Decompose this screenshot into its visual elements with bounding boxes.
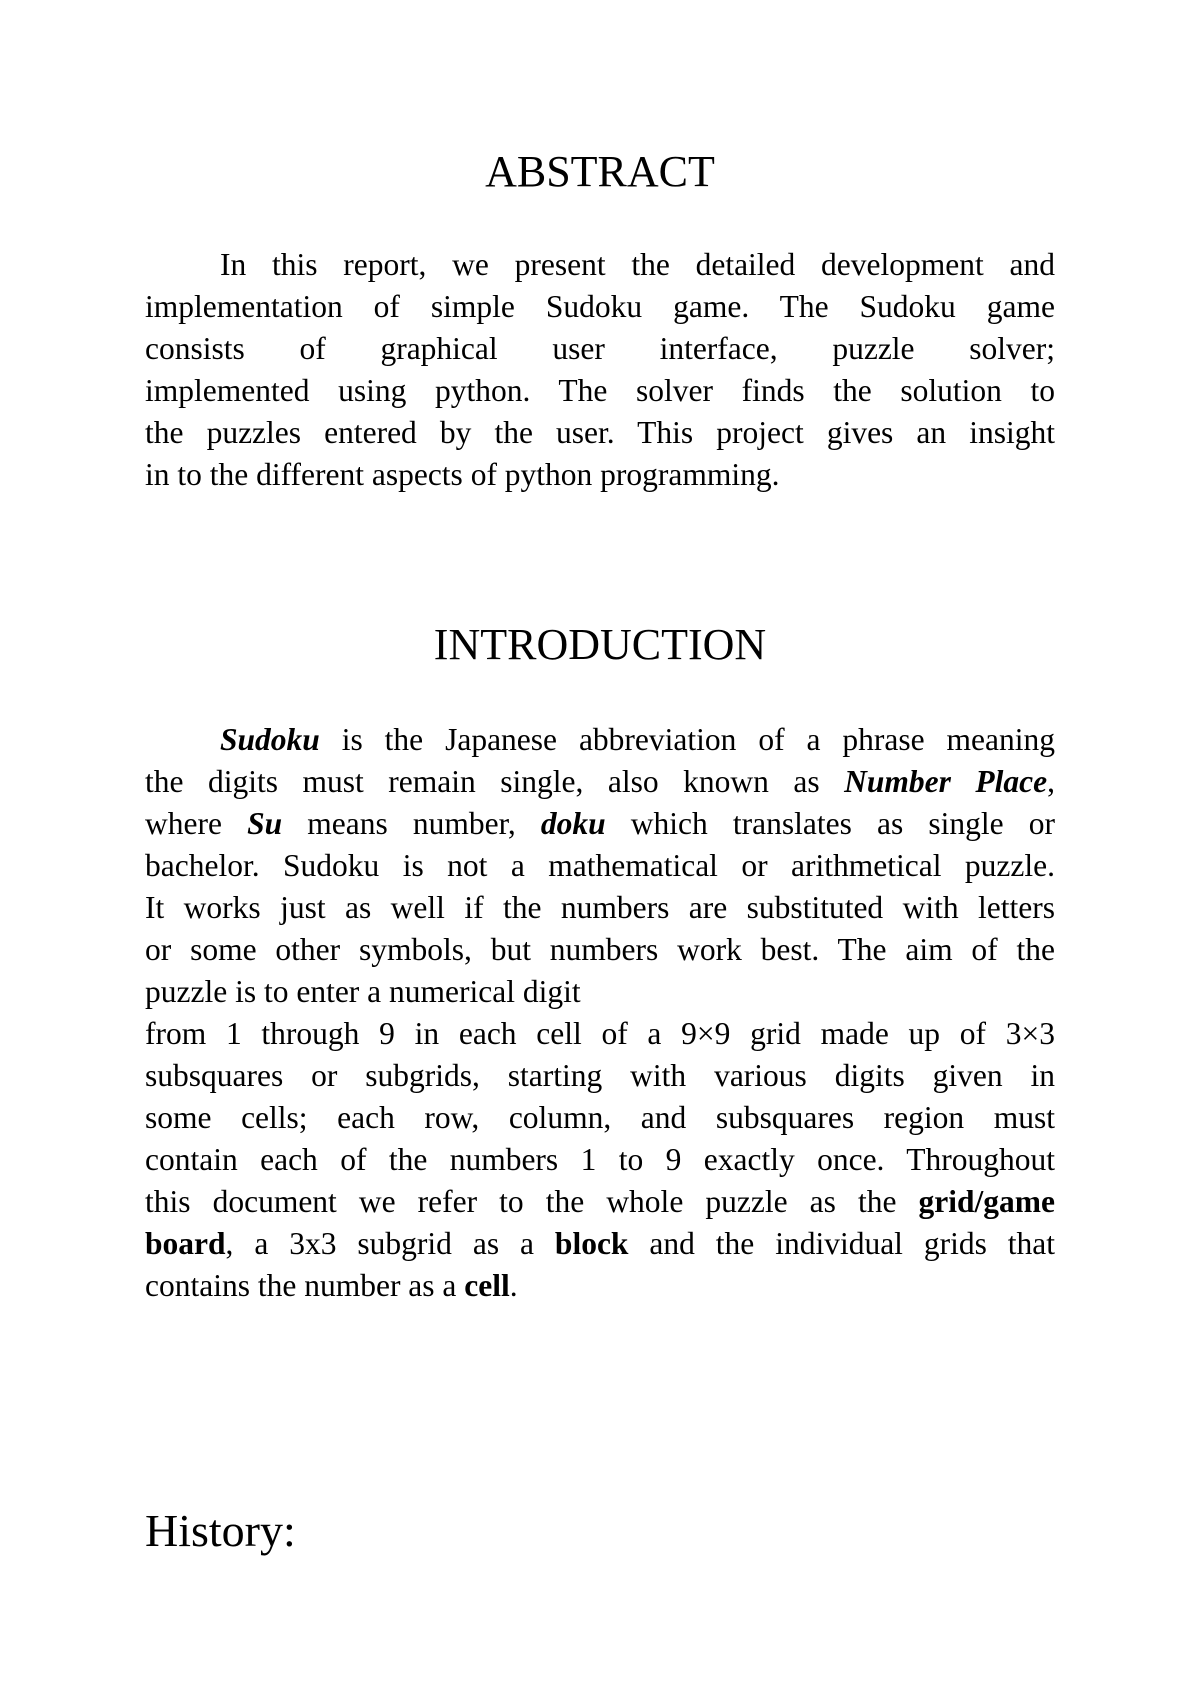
abstract-heading: ABSTRACT xyxy=(485,147,715,196)
abstract-line: implemented using python. The solver finds the solution to xyxy=(145,373,1055,408)
intro-line: puzzle is to enter a numerical digit xyxy=(145,974,581,1009)
intro-text: is the Japanese abbreviation of a phrase meaning xyxy=(319,722,1055,757)
intro-line xyxy=(145,803,1055,845)
introduction-heading: INTRODUCTION xyxy=(433,620,767,669)
intro-line: subsquares or subgrids, starting with various digits given in xyxy=(145,1058,1055,1093)
intro-line: It works just as well if the numbers are substituted with letters xyxy=(145,890,1055,925)
intro-line: contain each of the numbers 1 to 9 exactly once. Throughout xyxy=(145,1142,1055,1177)
intro-line xyxy=(145,761,1055,803)
introduction-paragraph xyxy=(145,719,1055,1307)
intro-text: where xyxy=(145,806,248,841)
intro-text: which translates as single or xyxy=(605,806,1056,841)
abstract-line: in to the different aspects of python programming. xyxy=(145,457,780,492)
intro-text: and the individual grids that xyxy=(628,1226,1056,1261)
intro-line xyxy=(145,1223,1055,1265)
intro-line xyxy=(145,1265,1055,1307)
intro-line: bachelor. Sudoku is not a mathematical or arithmetical puzzle. xyxy=(145,848,1055,883)
intro-text: , xyxy=(1047,764,1056,799)
abstract-paragraph xyxy=(145,244,1055,496)
intro-line: some cells; each row, column, and subsquares region must xyxy=(145,1100,1055,1135)
intro-text: means number, xyxy=(282,806,541,841)
term-doku: doku xyxy=(540,806,606,841)
intro-line xyxy=(145,719,1055,761)
intro-text: . xyxy=(509,1268,518,1303)
term-block: block xyxy=(554,1226,629,1261)
abstract-line: implementation of simple Sudoku game. The Sudoku game xyxy=(145,289,1055,324)
intro-line xyxy=(145,1181,1055,1223)
intro-text: contains the number as a xyxy=(145,1268,465,1303)
history-heading: History: xyxy=(145,1505,296,1556)
intro-text: this document we refer to the whole puzzle as the xyxy=(145,1184,919,1219)
intro-text: the digits must remain single, also known as xyxy=(145,764,845,799)
intro-line: from 1 through 9 in each cell of a 9×9 grid made up of 3×3 xyxy=(145,1016,1055,1051)
intro-line: or some other symbols, but numbers work best. The aim of the xyxy=(145,932,1055,967)
abstract-line: consists of graphical user interface, puzzle solver; xyxy=(145,331,1055,366)
term-grid-game: grid/game xyxy=(918,1184,1055,1219)
term-cell: cell xyxy=(464,1268,510,1303)
intro-text: , a 3x3 subgrid as a xyxy=(225,1226,555,1261)
abstract-line: the puzzles entered by the user. This project gives an insight xyxy=(145,415,1055,450)
abstract-line: In this report, we present the detailed development and xyxy=(220,247,1055,282)
term-number-place: Number Place xyxy=(844,764,1048,799)
term-board: board xyxy=(145,1226,226,1261)
term-sudoku: Sudoku xyxy=(220,722,320,757)
term-su: Su xyxy=(247,806,283,841)
